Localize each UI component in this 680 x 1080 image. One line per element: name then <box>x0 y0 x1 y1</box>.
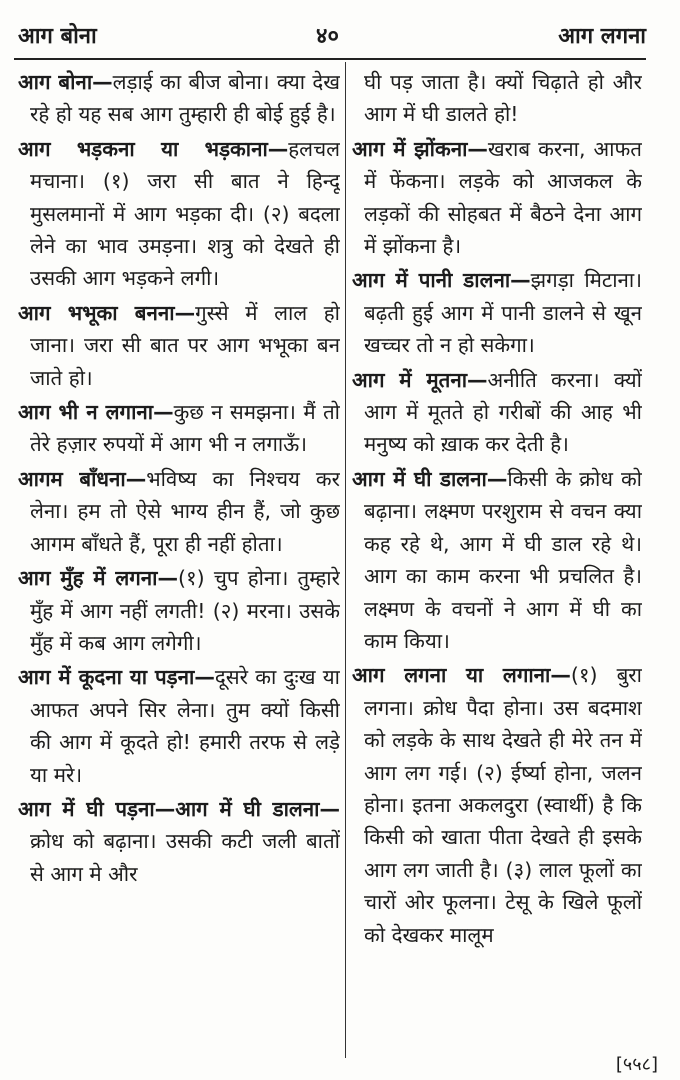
entry-definition: गुस्से में लाल हो जाना। जरा सी बात पर आग भभूका बन जाते हो। <box>30 300 340 390</box>
entry-headword: आग बोना— <box>18 70 113 94</box>
entry <box>352 133 642 263</box>
entry-continuation <box>352 66 642 131</box>
entry-headword: आग में घी पड़ना—आग में घी डालना— <box>18 796 340 821</box>
entry-definition: भविष्य का निश्चय कर लेना। हम तो ऐसे भाग्य हीन हैं, जो कुछ आगम बाँधते हैं, पूरा ही नहीं होता। <box>30 466 340 556</box>
entry <box>18 396 340 461</box>
entry-headword: आग में घी डालना— <box>352 466 508 491</box>
entry <box>18 463 340 560</box>
entry <box>18 133 340 295</box>
left-column <box>18 66 340 1056</box>
entry <box>18 66 340 131</box>
entry-definition: (१) चुप होना। तुम्हारे मुँह में आग नहीं लगती! (२) मरना। उसके मुँह में कब आग लगेगी। <box>30 566 340 655</box>
entry-headword: आग में मूतना— <box>352 367 488 392</box>
entry-headword: आग में पानी डालना— <box>352 268 531 293</box>
entry <box>352 364 642 461</box>
header-right-guideword: आग लगना <box>558 24 646 49</box>
entry <box>18 297 340 394</box>
page-footer-number: [५५८] <box>615 1054 658 1075</box>
entry <box>352 264 642 361</box>
entry-headword: आग भभूका बनना— <box>18 300 196 325</box>
page-header <box>18 18 646 52</box>
entry-headword: आग मुँह में लगना— <box>18 566 178 591</box>
entry <box>18 793 340 890</box>
entry-definition: (१) बुरा लगना। क्रोध पैदा होना। उस बदमाश को लड़के के साथ देखते ही मेरे तन में आग लग गई। (२) ईर्ष्या होना, जलन होना। इतना अकलदुरा (स्वार्थी) है कि किसी को खाता पीता देखते ही इसके आग लग जाती है। (३) लाल फूलों का चारों ओर फूलना। टेसू के खिले फूलों को देखकर मालूम <box>364 663 642 947</box>
entry-headword: आग में झोंकना— <box>352 136 488 161</box>
header-rule <box>14 58 646 60</box>
entry-definition: क्रोध को बढ़ाना। उसकी कटी जली बातों से आग मे और <box>30 829 340 886</box>
right-column <box>352 66 642 1056</box>
entry-definition: कुछ न समझना। मैं तो तेरे हज़ार रुपयों में आग भी न लगाऊँ। <box>30 400 340 457</box>
entry <box>352 463 642 657</box>
entry-headword: आगम बाँधना— <box>18 466 147 491</box>
entry-headword: आग लगना या लगाना— <box>352 663 571 688</box>
entry-definition: हलचल मचाना। (१) जरा सी बात ने हिन्दू मुसलमानों में आग भड़का दी। (२) बदला लेने का भाव उमड़ना। शत्रु को देखते ही उसकी आग भड़कने लगी। <box>30 136 340 291</box>
entry-definition: खराब करना, आफत में फेंकना। लड़के को आजकल के लड़कों की सोहबत में बैठने देना आग में झोंकना है। <box>364 136 642 259</box>
page-number: ४० <box>316 24 339 49</box>
entry <box>18 562 340 659</box>
header-left-guideword: आग बोना <box>18 24 97 49</box>
entry-definition: दूसरे का दुःख या आफत अपने सिर लेना। तुम क्यों किसी की आग में कूदते हो! हमारी तरफ से लड़े या मरे। <box>30 665 340 787</box>
entry <box>18 661 340 791</box>
entry-headword: आग भी न लगाना— <box>18 400 174 425</box>
entry-definition: घी पड़ जाता है। क्यों चिढ़ाते हो और आग में घी डालते हो! <box>364 70 642 127</box>
entry-headword: आग में कूदना या पड़ना— <box>18 665 215 690</box>
entry-headword: आग भड़कना या भड़काना— <box>18 136 289 161</box>
column-divider <box>345 62 346 1058</box>
entry-definition: अनीति करना। क्यों आग में मूतते हो गरीबों की आह भी मनुष्य को ख़ाक कर देती है। <box>364 367 642 457</box>
entry-definition: लड़ाई का बीज बोना। क्या देख रहे हो यह सब आग तुम्हारी ही बोई हुई है। <box>30 70 340 127</box>
entry-definition: झगड़ा मिटाना। बढ़ती हुई आग में पानी डालने से खून खच्चर तो न हो सकेगा। <box>364 268 642 358</box>
entry <box>352 659 642 951</box>
entry-definition: किसी के क्रोध को बढ़ाना। लक्ष्मण परशुराम से वचन क्या कह रहे थे, आग में घी डाल रहे थे। आग का काम करना भी प्रचलित है। लक्ष्मण के वचनों ने आग में घी का काम किया। <box>364 466 642 653</box>
